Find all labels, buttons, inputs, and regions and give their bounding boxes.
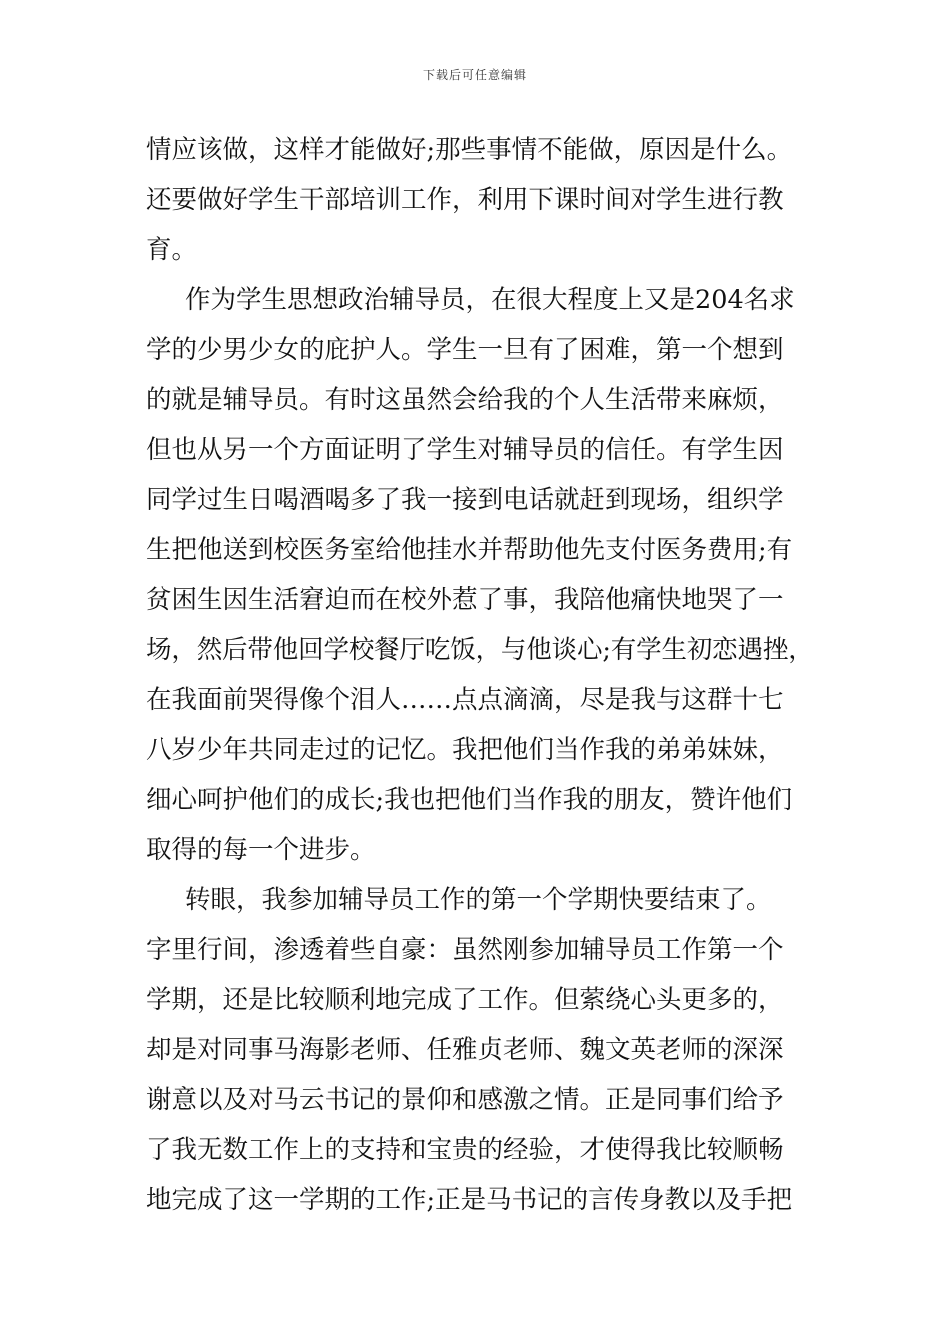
text-line: 在我面前哭得像个泪人……点点滴滴，尽是我与这群十七 <box>146 685 784 715</box>
text-line: 同学过生日喝酒喝多了我一接到电话就赶到现场，组织学 <box>146 485 784 515</box>
text-line: 场，然后带他回学校餐厅吃饭，与他谈心;有学生初恋遇挫， <box>146 635 814 665</box>
text-line: 生把他送到校医务室给他挂水并帮助他先支付医务费用;有 <box>146 535 793 565</box>
text-line: 字里行间，渗透着些自豪：虽然刚参加辅导员工作第一个 <box>146 935 784 965</box>
text-line: 育。 <box>146 235 198 265</box>
text-line: 的就是辅导员。有时这虽然会给我的个人生活带来麻烦， <box>146 385 784 415</box>
page-header: 下载后可任意编辑 <box>422 68 527 82</box>
text-line: 情应该做，这样才能做好;那些事情不能做，原因是什么。 <box>146 135 793 165</box>
text-line: 却是对同事马海影老师、任雅贞老师、魏文英老师的深深 <box>146 1035 784 1065</box>
text-line: 地完成了这一学期的工作;正是马书记的言传身教以及手把 <box>146 1185 793 1215</box>
text-line: 学期，还是比较顺利地完成了工作。但萦绕心头更多的， <box>146 985 784 1015</box>
text-line: 八岁少年共同走过的记忆。我把他们当作我的弟弟妹妹， <box>146 735 784 765</box>
text-line: 学的少男少女的庇护人。学生一旦有了困难，第一个想到 <box>146 335 784 365</box>
text-line: 作为学生思想政治辅导员，在很大程度上又是204名求 <box>185 285 795 315</box>
text-line: 转眼，我参加辅导员工作的第一个学期快要结束了。 <box>185 885 772 915</box>
text-line: 细心呵护他们的成长;我也把他们当作我的朋友，赞许他们 <box>146 785 793 815</box>
text-line: 取得的每一个进步。 <box>146 835 376 865</box>
text-line: 还要做好学生干部培训工作，利用下课时间对学生进行教 <box>146 185 784 215</box>
text-line: 但也从另一个方面证明了学生对辅导员的信任。有学生因 <box>146 435 784 465</box>
text-line: 贫困生因生活窘迫而在校外惹了事，我陪他痛快地哭了一 <box>146 585 784 615</box>
document-body <box>146 125 814 1225</box>
text-line: 了我无数工作上的支持和宝贵的经验，才使得我比较顺畅 <box>146 1135 784 1165</box>
text-line: 谢意以及对马云书记的景仰和感激之情。正是同事们给予 <box>146 1085 784 1115</box>
